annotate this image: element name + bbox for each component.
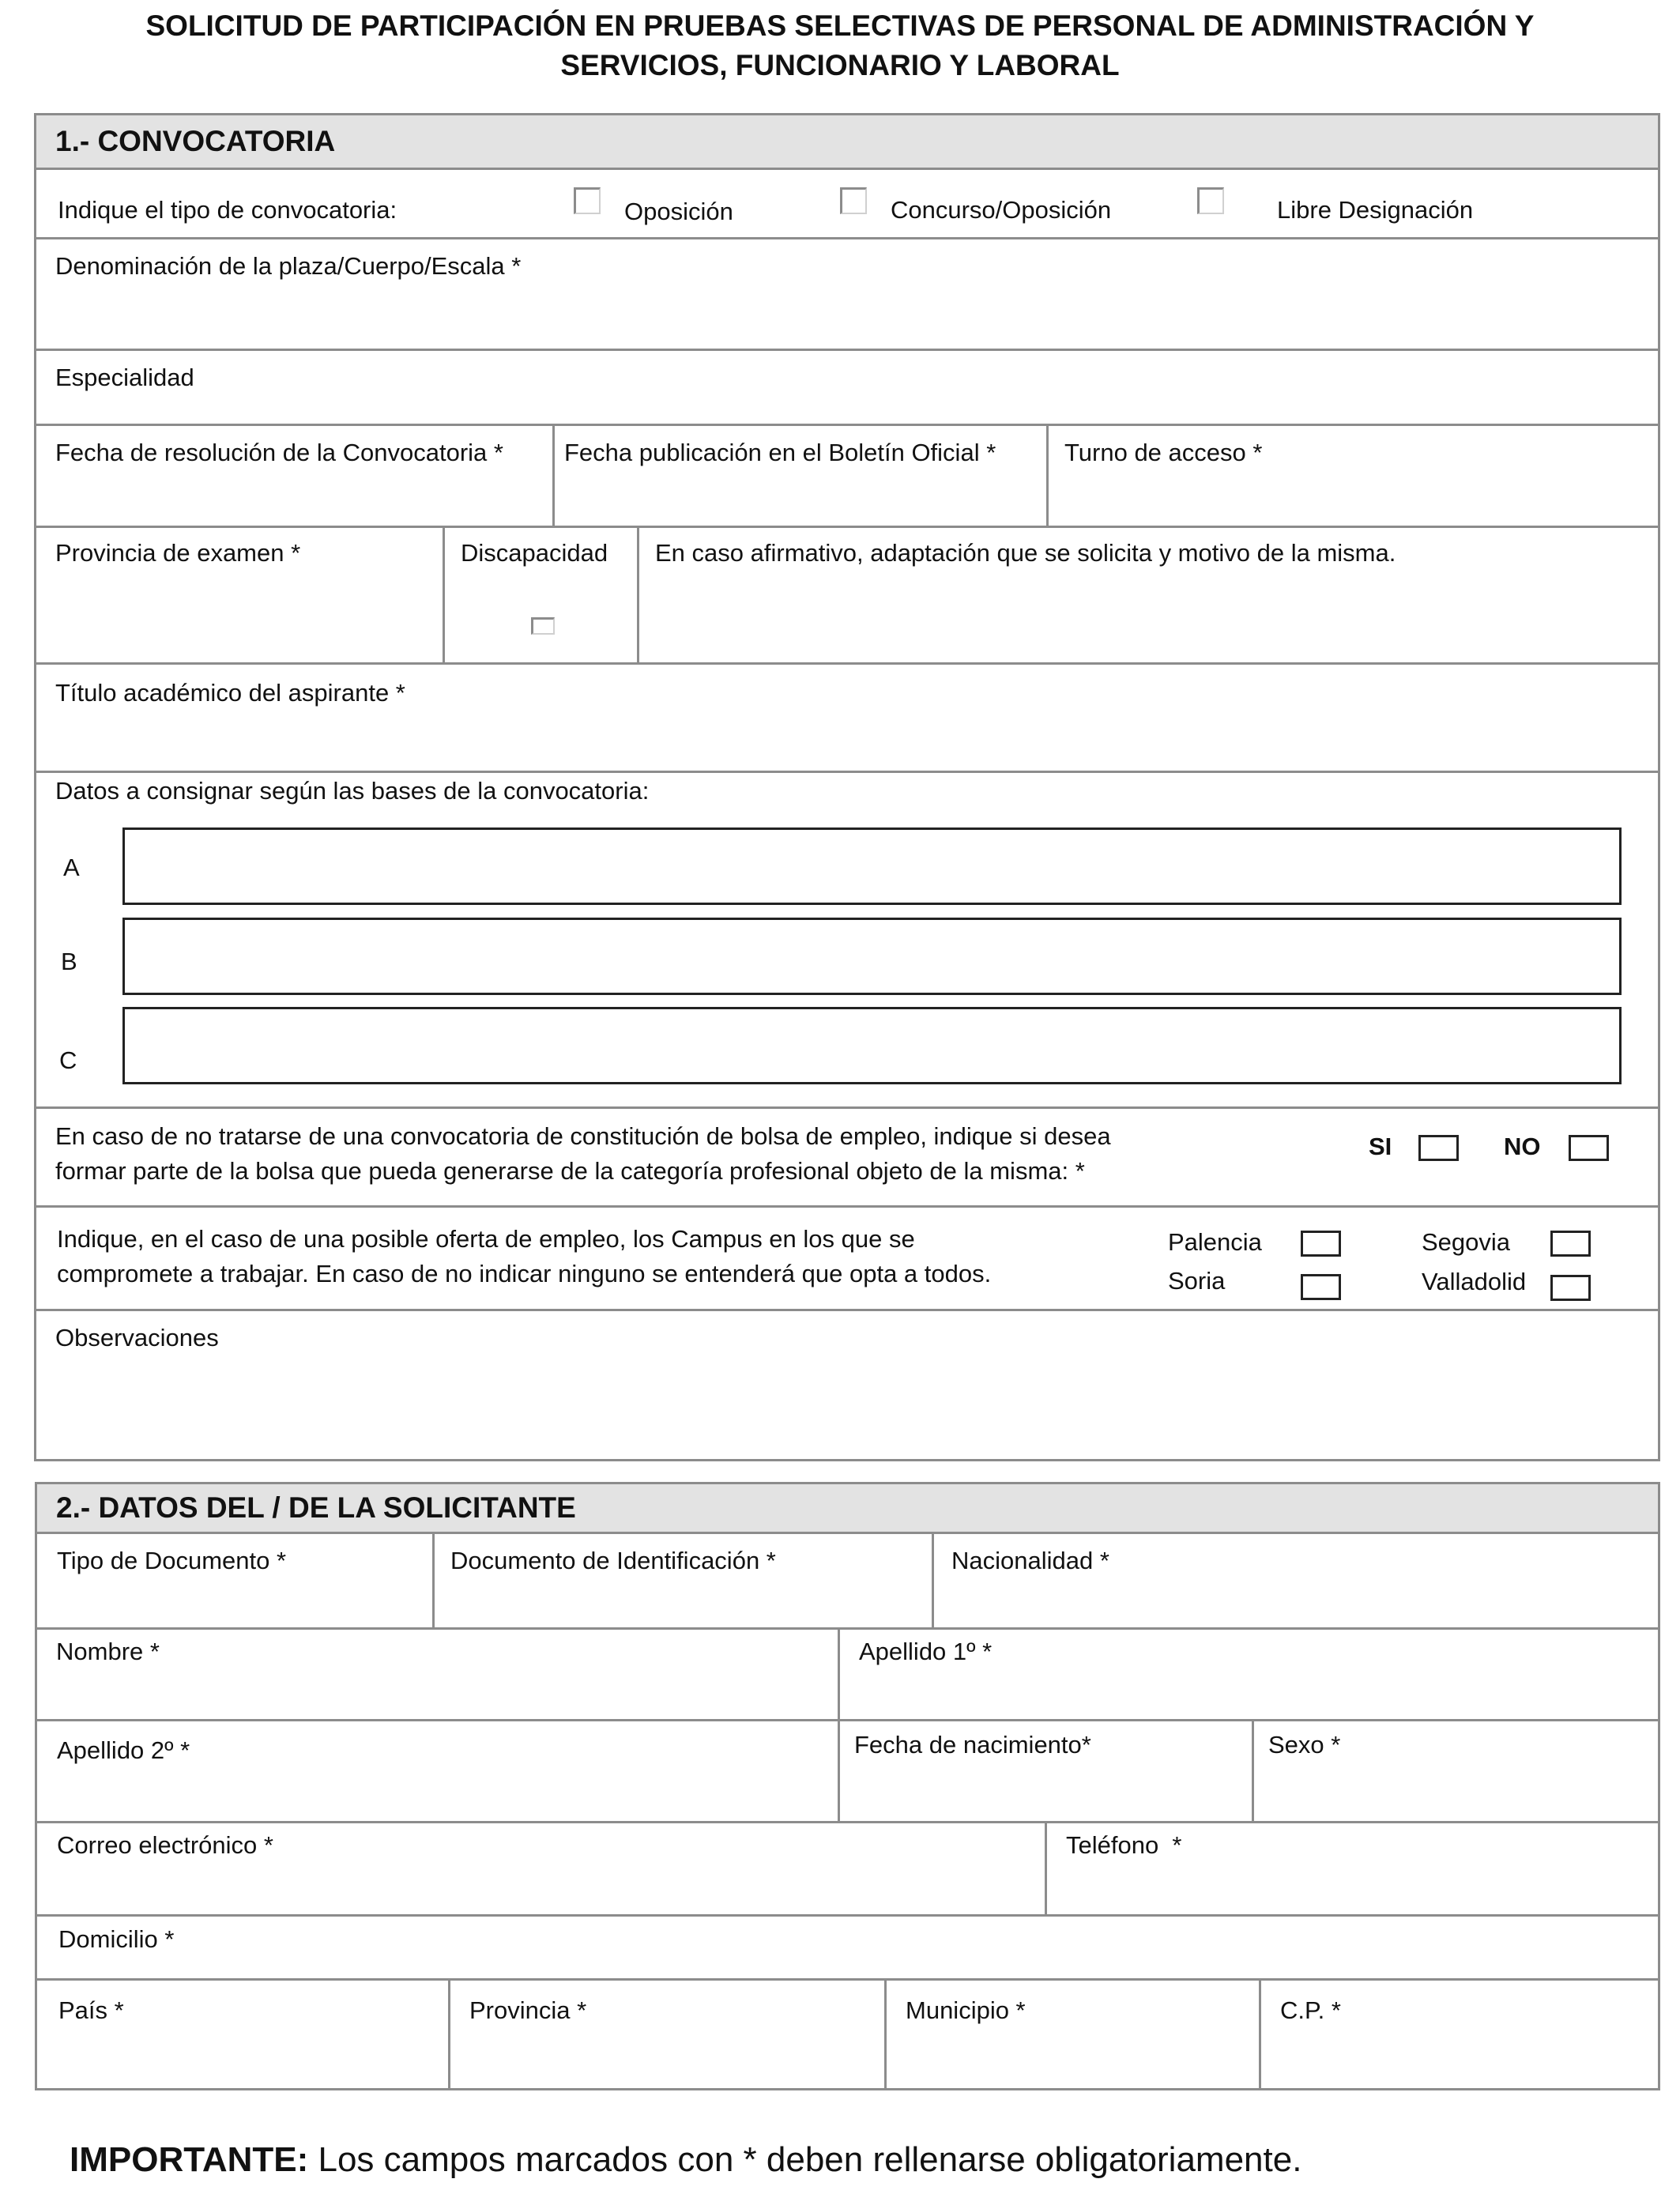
divider (36, 1106, 1658, 1109)
municipio-label: Municipio * (906, 1996, 1026, 2024)
fecha-nacimiento-label: Fecha de nacimiento* (854, 1731, 1091, 1759)
campus-text-line2: compromete a trabajar. En caso de no indicar ninguno se entenderá que opta a todos. (57, 1260, 992, 1287)
checkbox-campus-palencia[interactable] (1301, 1231, 1341, 1257)
section-solicitante-title: 2.- DATOS DEL / DE LA SOLICITANTE (56, 1491, 576, 1524)
field-telefono[interactable] (1047, 1823, 1658, 1914)
codigo-postal-label: C.P. * (1280, 1996, 1341, 2024)
checkbox-campus-soria[interactable] (1301, 1274, 1341, 1300)
divider (36, 1205, 1658, 1208)
provincia-examen-label: Provincia de examen * (55, 539, 301, 567)
sexo-label: Sexo * (1268, 1731, 1341, 1759)
checkbox-bolsa-si[interactable] (1418, 1135, 1459, 1161)
option-libre-designacion-label: Libre Designación (1277, 196, 1474, 224)
apellido2-label: Apellido 2º * (57, 1736, 190, 1764)
section-convocatoria-title: 1.- CONVOCATORIA (55, 125, 336, 157)
adaptacion-label: En caso afirmativo, adaptación que se solicita y motivo de la misma. (655, 539, 1396, 567)
checkbox-discapacidad[interactable] (531, 617, 555, 635)
nombre-label: Nombre * (56, 1638, 160, 1665)
fecha-publicacion-label: Fecha publicación en el Boletín Oficial * (564, 439, 996, 466)
fecha-resolucion-label: Fecha de resolución de la Convocatoria * (55, 439, 503, 466)
field-fecha-resolucion[interactable] (36, 426, 552, 526)
campus-segovia-label: Segovia (1422, 1228, 1511, 1256)
field-apellido1[interactable] (840, 1630, 1658, 1719)
campus-valladolid-label: Valladolid (1422, 1268, 1527, 1295)
checkbox-campus-segovia[interactable] (1550, 1231, 1591, 1257)
field-tipo-documento[interactable] (37, 1534, 432, 1627)
telefono-label: Teléfono * (1066, 1831, 1182, 1859)
discapacidad-label: Discapacidad (461, 539, 608, 567)
titulo-academico-label: Título académico del aspirante * (55, 679, 405, 707)
field-apellido2[interactable] (37, 1721, 838, 1821)
field-sexo[interactable] (1254, 1721, 1658, 1821)
field-turno-acceso[interactable] (1049, 426, 1658, 526)
checkbox-bolsa-no[interactable] (1569, 1135, 1609, 1161)
pais-label: País * (58, 1996, 124, 2024)
provincia-label: Provincia * (469, 1996, 587, 2024)
turno-acceso-label: Turno de acceso * (1064, 439, 1263, 466)
field-denominacion[interactable] (36, 239, 1658, 349)
bolsa-text-line1: En caso de no tratarse de una convocatoria de constitución de bolsa de empleo, indique si desea (55, 1122, 1111, 1150)
denominacion-label: Denominación de la plaza/Cuerpo/Escala * (55, 252, 522, 280)
datos-field-c[interactable] (122, 1007, 1622, 1084)
field-nacionalidad[interactable] (934, 1534, 1658, 1627)
field-correo-electronico[interactable] (37, 1823, 1045, 1914)
bolsa-si-label: SI (1369, 1133, 1392, 1160)
important-label: IMPORTANTE: (70, 2140, 309, 2179)
field-municipio[interactable] (887, 1981, 1259, 2088)
field-provincia[interactable] (450, 1981, 884, 2088)
field-codigo-postal[interactable] (1261, 1981, 1658, 2088)
field-domicilio[interactable] (37, 1917, 1658, 1978)
form-title-line2: SERVICIOS, FUNCIONARIO Y LABORAL (560, 49, 1120, 81)
field-fecha-publicacion[interactable] (555, 426, 1046, 526)
campus-text-line1: Indique, en el caso de una posible oferta de empleo, los Campus en los que se (57, 1225, 915, 1253)
checkbox-libre-designacion[interactable] (1197, 187, 1224, 214)
field-pais[interactable] (37, 1981, 448, 2088)
tipo-convocatoria-label: Indique el tipo de convocatoria: (58, 196, 397, 224)
field-observaciones[interactable] (36, 1311, 1658, 1459)
divider (443, 528, 445, 662)
campus-palencia-label: Palencia (1168, 1228, 1262, 1256)
datos-row-c-label: C (59, 1046, 77, 1074)
datos-consignar-label: Datos a consignar según las bases de la convocatoria: (55, 777, 650, 805)
datos-field-b[interactable] (122, 918, 1622, 995)
field-provincia-examen[interactable] (36, 528, 443, 662)
field-titulo-academico[interactable] (36, 665, 1658, 771)
form-title (0, 6, 1680, 85)
field-nombre[interactable] (37, 1630, 838, 1719)
checkbox-oposicion[interactable] (574, 187, 601, 214)
datos-field-a[interactable] (122, 827, 1622, 905)
field-documento-identificacion[interactable] (435, 1534, 932, 1627)
especialidad-label: Especialidad (55, 364, 194, 391)
bolsa-no-label: NO (1504, 1133, 1541, 1160)
nacionalidad-label: Nacionalidad * (951, 1547, 1109, 1574)
correo-electronico-label: Correo electrónico * (57, 1831, 273, 1859)
field-especialidad[interactable] (36, 351, 1658, 424)
checkbox-campus-valladolid[interactable] (1550, 1275, 1591, 1301)
observaciones-label: Observaciones (55, 1324, 219, 1351)
field-adaptacion[interactable] (639, 528, 1658, 662)
checkbox-concurso-oposicion[interactable] (840, 187, 867, 214)
option-oposicion-label: Oposición (624, 198, 733, 225)
section-solicitante-header (37, 1484, 1658, 1534)
important-text: Los campos marcados con * deben rellenarse obligatoriamente. (308, 2140, 1302, 2179)
tipo-documento-label: Tipo de Documento * (57, 1547, 287, 1574)
domicilio-label: Domicilio * (58, 1925, 175, 1953)
apellido1-label: Apellido 1º * (859, 1638, 993, 1665)
form-title-line1: SOLICITUD DE PARTICIPACIÓN EN PRUEBAS SELECTIVAS DE PERSONAL DE ADMINISTRACIÓN Y (145, 9, 1535, 42)
datos-row-b-label: B (61, 948, 77, 975)
campus-soria-label: Soria (1168, 1267, 1226, 1295)
bolsa-text-line2: formar parte de la bolsa que pueda generarse de la categoría profesional objeto de la misma: * (55, 1157, 1085, 1185)
divider (36, 771, 1658, 773)
datos-row-a-label: A (63, 854, 80, 881)
option-concurso-oposicion-label: Concurso/Oposición (891, 196, 1112, 224)
important-note (70, 2140, 1301, 2180)
section-convocatoria-header (36, 115, 1658, 170)
field-fecha-nacimiento[interactable] (840, 1721, 1252, 1821)
documento-identificacion-label: Documento de Identificación * (450, 1547, 776, 1574)
